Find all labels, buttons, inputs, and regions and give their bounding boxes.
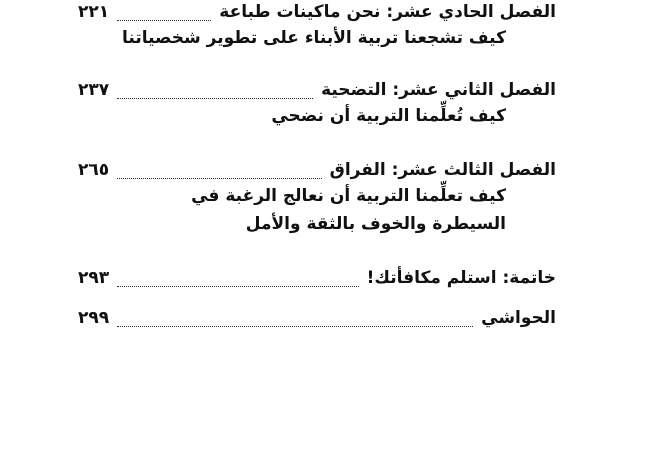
chapter-subtitle-line-1: كيف تعلِّمنا التربية أن نعالج الرغبة في	[191, 186, 506, 206]
page-number: ٢٦٥	[78, 160, 110, 180]
toc-entry-conclusion[interactable]	[78, 266, 556, 290]
chapter-subtitle-line-2: السيطرة والخوف بالثقة والأمل	[245, 214, 506, 234]
dot-leader	[117, 274, 358, 287]
chapter-title: خاتمة: استلم مكافأتك!	[366, 268, 556, 288]
page-number: ٢٣٧	[78, 80, 110, 100]
toc-entry-row	[78, 266, 556, 290]
toc-entry-row	[78, 78, 556, 102]
dot-leader	[117, 314, 473, 327]
toc-entry-notes[interactable]	[78, 306, 556, 330]
toc-entry-row	[78, 0, 556, 24]
page-number: ٢٢١	[78, 2, 110, 22]
chapter-title: الفصل الثالث عشر: الفراق	[329, 160, 556, 180]
page-number: ٢٩٩	[78, 308, 110, 328]
page-number: ٢٩٣	[78, 268, 110, 288]
toc-entry-chapter-11[interactable]	[78, 0, 556, 52]
toc-entry-chapter-13[interactable]	[78, 158, 556, 238]
dot-leader	[117, 8, 211, 21]
chapter-title: الفصل الحادي عشر: نحن ماكينات طباعة	[219, 2, 556, 22]
toc-entry-row	[78, 306, 556, 330]
dot-leader	[117, 86, 313, 99]
dot-leader	[117, 166, 321, 179]
toc-entry-row	[78, 158, 556, 182]
chapter-title: الحواشي	[481, 308, 556, 328]
chapter-title: الفصل الثاني عشر: التضحية	[321, 80, 556, 100]
toc-entry-chapter-12[interactable]	[78, 78, 556, 130]
chapter-subtitle: كيف تُعلِّمنا التربية أن نضحي	[271, 106, 506, 126]
chapter-subtitle: كيف تشجعنا تربية الأبناء على تطوير شخصياتنا	[122, 28, 506, 48]
